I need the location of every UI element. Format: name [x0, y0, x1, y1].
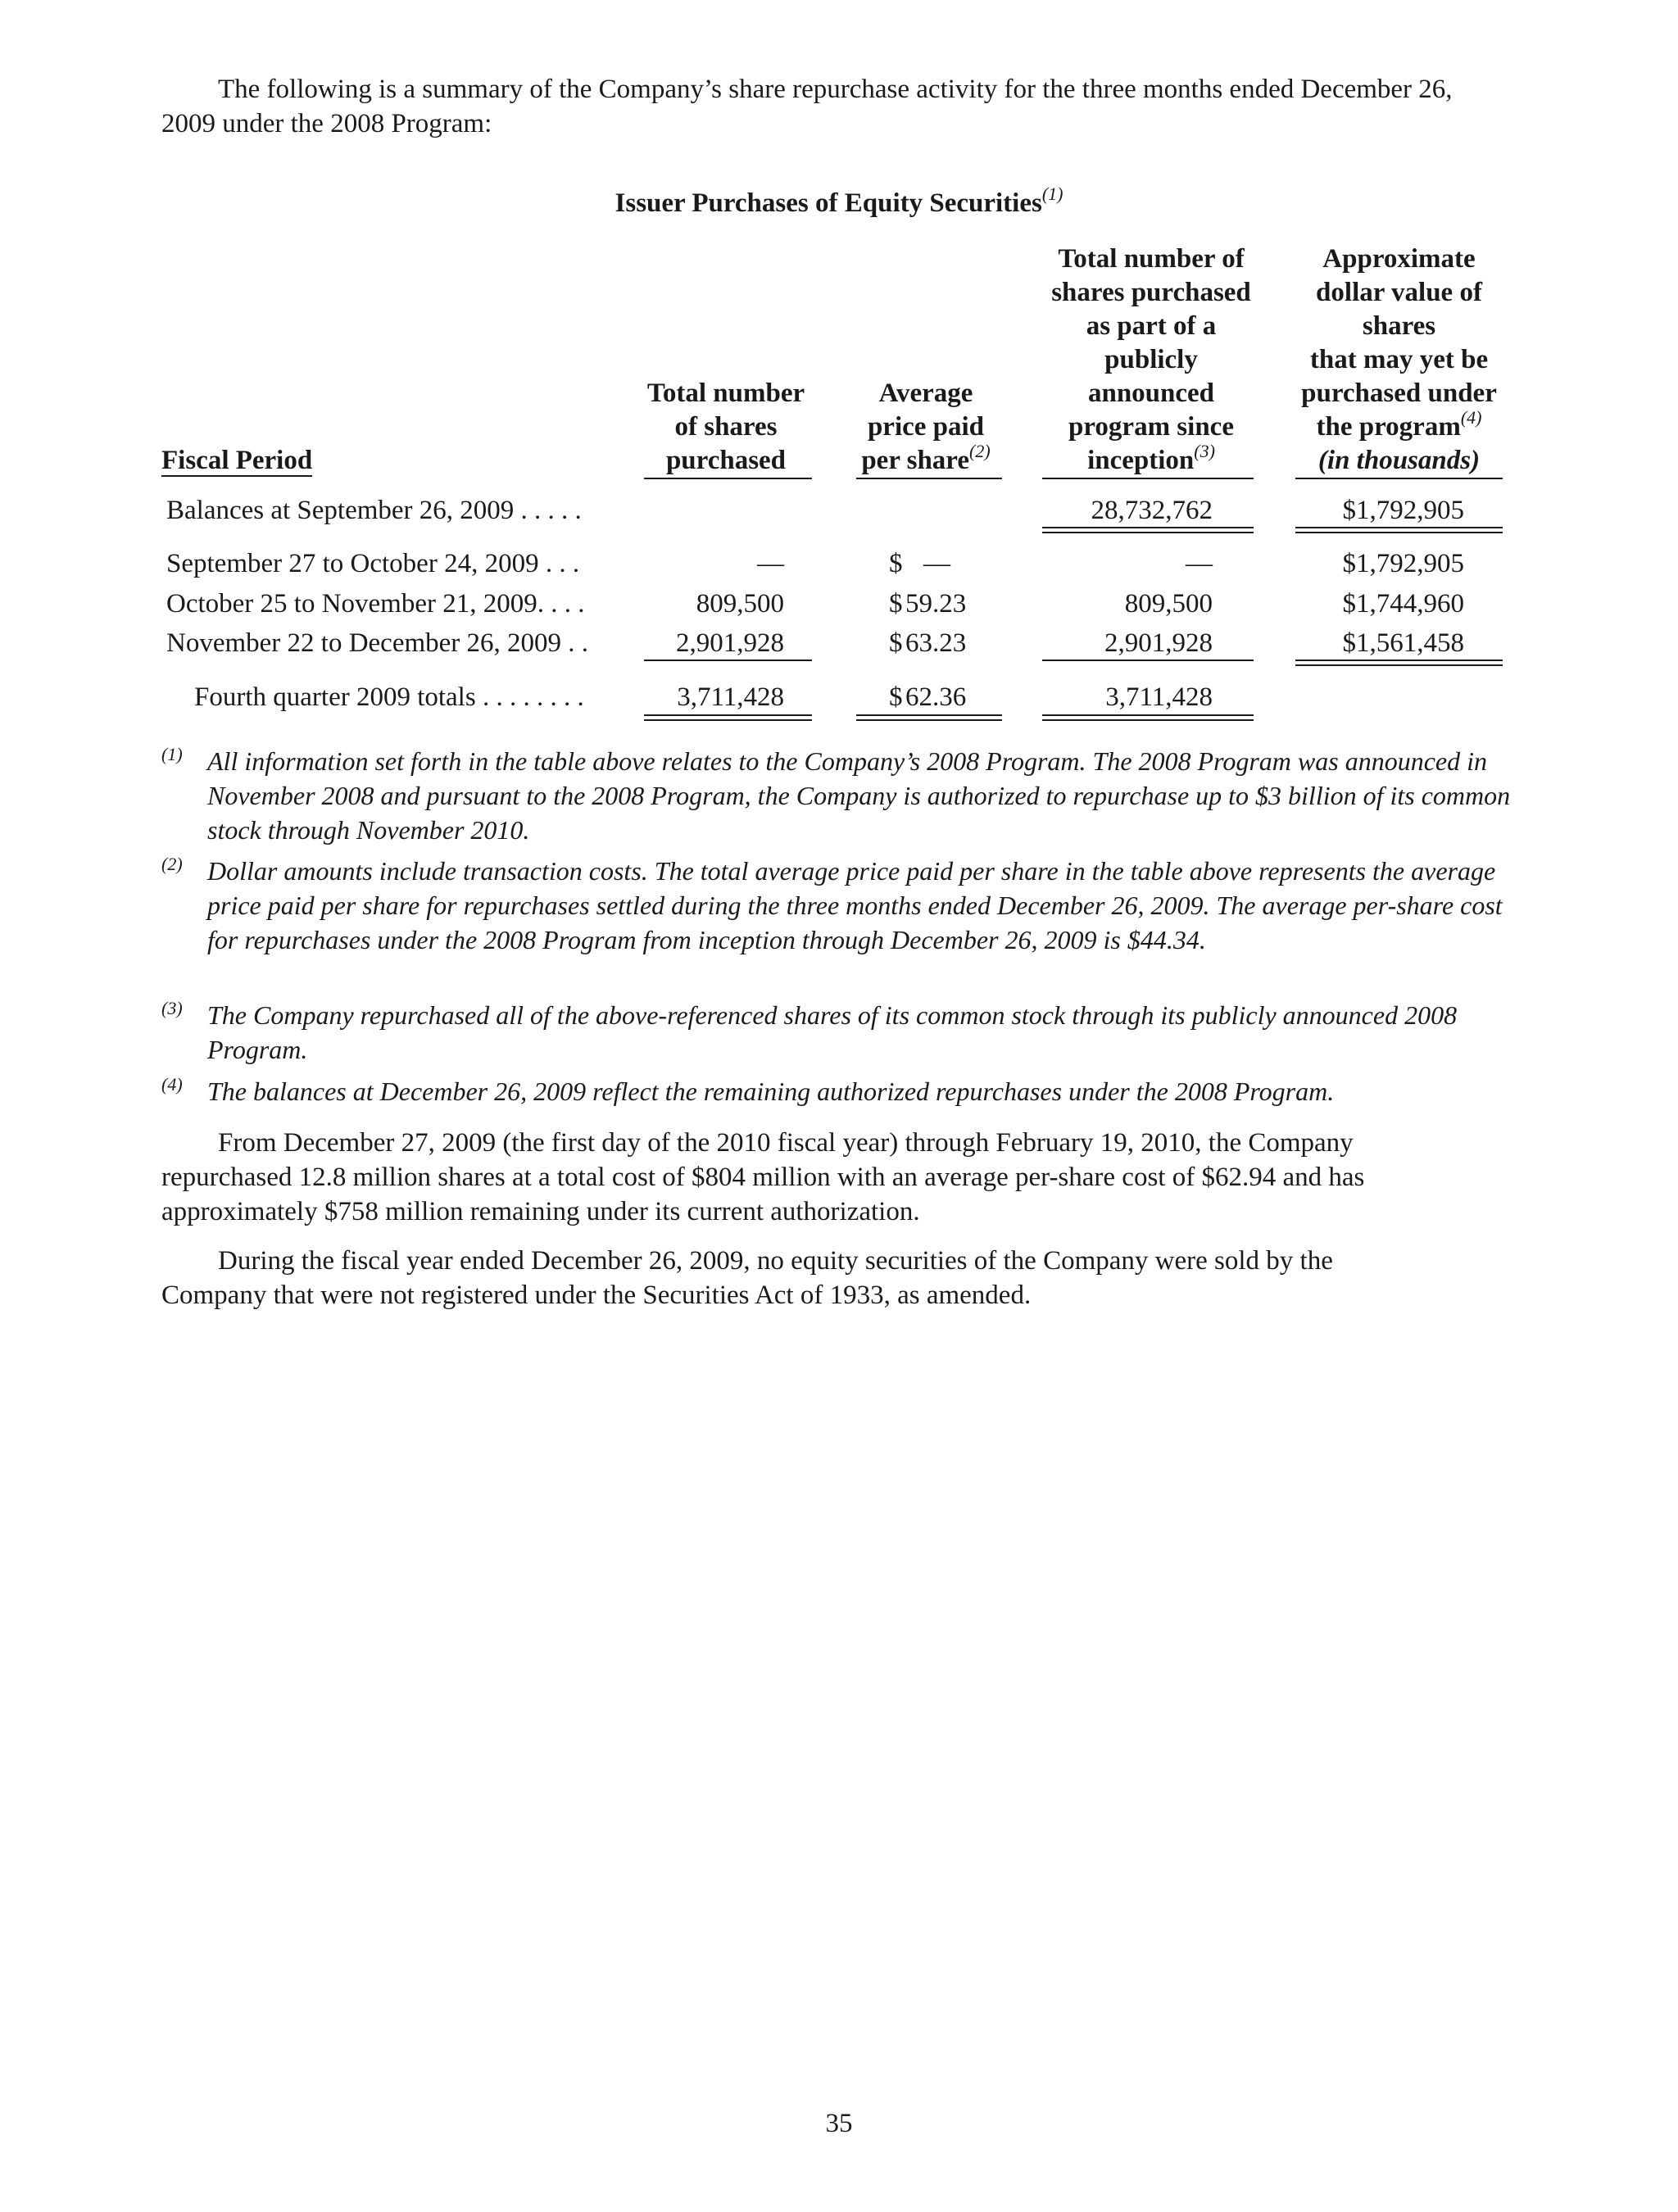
double-underline [856, 714, 1002, 721]
subtotal-underline [644, 660, 812, 661]
total-shares-cell: 2,901,928 [676, 628, 784, 658]
footnote [161, 744, 1522, 847]
header-underline [1042, 478, 1254, 479]
footnote-ref: (3) [1194, 441, 1215, 461]
total-shares-cell: — [757, 549, 784, 578]
page-number: 35 [825, 2109, 853, 2138]
currency-symbol: $ [889, 628, 903, 658]
remaining-value-cell: $1,792,905 [1342, 549, 1464, 578]
remaining-value-cell: $1,744,960 [1342, 589, 1464, 619]
footnote-text: All information set forth in the table above relates to the Company’s 2008 Program. The 2008 Program was announced in November 2008 and pursuant to the 2008 Program, the Company is authorized to repurchase up to $3 billion of its common stock through November 2010. [207, 746, 1511, 845]
avg-price-cell: — [923, 549, 950, 578]
remaining-value-cell: $1,792,905 [1342, 496, 1464, 525]
header-program-shares: Total number of shares purchased as part of a publicly announced program since inception$^{(3)}$ [1051, 244, 1251, 475]
row-label: Fourth quarter 2009 totals . . . . . . . . [194, 682, 584, 712]
footnote-mark: (1) [161, 744, 183, 764]
total-shares-cell: 3,711,428 [677, 682, 784, 712]
double-underline [1295, 660, 1503, 666]
currency-symbol: $ [889, 549, 903, 578]
double-underline [1295, 527, 1503, 533]
header-underline [856, 478, 1002, 479]
footnote [161, 998, 1522, 1067]
footnote-ref: (4) [1460, 407, 1482, 428]
currency-symbol: $ [889, 682, 903, 712]
body-paragraph: From December 27, 2009 (the first day of the 2010 fiscal year) through February 19, 2010, the Company repurchased 12.8 million shares at a total cost of $804 million with an average per-share cost of $62.94 and has approximately $758 million remaining under its current authorization. [161, 1128, 1365, 1226]
header-remaining-value: Approximate dollar value of shares that may yet be purchased under the program$^{(4)}$ (in thousands) [1301, 244, 1497, 475]
program-shares-cell: 809,500 [1124, 589, 1213, 619]
header-total-shares: Total number of shares purchased [646, 378, 805, 475]
row-label: October 25 to November 21, 2009. . . . [166, 589, 585, 619]
header-fiscal-period: Fiscal Period [161, 446, 313, 475]
footnote-text: The balances at December 26, 2009 reflect the remaining authorized repurchases under the 2008 Program. [207, 1077, 1335, 1106]
total-shares-cell: 809,500 [696, 589, 784, 619]
program-shares-cell: — [1186, 549, 1213, 578]
footnote-mark: (3) [161, 998, 183, 1018]
footnote-text: The Company repurchased all of the above-referenced shares of its common stock through its publicly announced 2008 Program. [207, 1000, 1458, 1064]
body-paragraph: During the fiscal year ended December 26, 2009, no equity securities of the Company were sold by the Company that were not registered under the Securities Act of 1933, as amended. [161, 1246, 1333, 1310]
intro-paragraph: The following is a summary of the Company’s share repurchase activity for the three months ended December 26, 2009 under the 2008 Program: [161, 75, 1453, 138]
table-title: Issuer Purchases of Equity Securities$^{(1)}$ [615, 184, 1063, 218]
footnote [161, 854, 1522, 957]
subtotal-underline [1042, 660, 1254, 661]
double-underline [1042, 527, 1254, 533]
footnote-text: Dollar amounts include transaction costs. The total average price paid per share in the table above represents the average price paid per share for repurchases settled during the three months ended December 26, 2009. The average per-share cost for repurchases under the 2008 Program from inception through December 26, 2009 is $44.34. [207, 856, 1503, 954]
footnote-ref: (2) [969, 441, 991, 461]
avg-price-cell: 59.23 [905, 589, 967, 619]
header-underline [644, 478, 812, 479]
avg-price-cell: 63.23 [905, 628, 967, 658]
remaining-value-cell: $1,561,458 [1342, 628, 1464, 658]
row-label: September 27 to October 24, 2009 . . . [166, 549, 580, 578]
row-label: November 22 to December 26, 2009 . . [166, 628, 589, 658]
footnote-mark: (2) [161, 854, 183, 874]
footnote-mark: (4) [161, 1074, 183, 1095]
footnote-ref: (1) [1041, 184, 1063, 204]
double-underline [644, 714, 812, 721]
header-average-price: Average price paid per share$^{(2)}$ [861, 378, 991, 475]
currency-symbol: $ [889, 589, 903, 619]
avg-price-cell: 62.36 [905, 682, 967, 712]
header-underline [1295, 478, 1503, 479]
program-shares-cell: 3,711,428 [1105, 682, 1213, 712]
double-underline [1042, 714, 1254, 721]
program-shares-cell: 2,901,928 [1104, 628, 1213, 658]
row-label: Balances at September 26, 2009 . . . . . [166, 496, 582, 525]
footnote [161, 1074, 1522, 1108]
program-shares-cell: 28,732,762 [1091, 496, 1213, 525]
